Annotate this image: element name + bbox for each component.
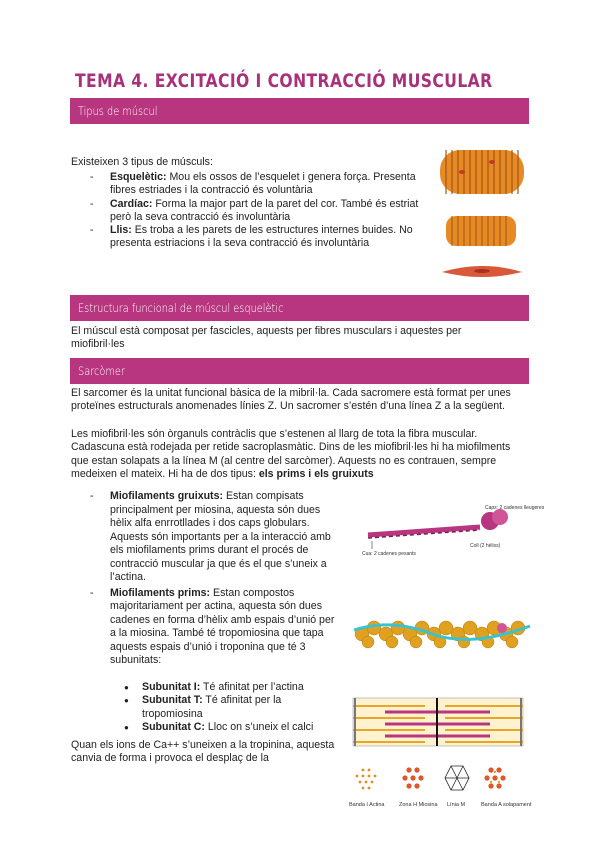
sarcomere-figure [345, 688, 530, 830]
section-header-tipus: Tipus de múscul [70, 98, 529, 124]
cardiac-muscle-illustration [446, 216, 516, 246]
list-item: - Miofilaments gruixuts: Estan compisats principalment per miosina, aquesta són dues hèlix alfa enrrotllades i dos caps globulars. Aquests són importants per a la interacció amb els miofilaments prims durant el procés de contracció muscular ja que és el que s’uneix a l’actina. [90, 490, 340, 585]
label-banda-a: Banda A solapament [481, 802, 532, 808]
myofilaments-list [90, 490, 340, 668]
muscle-types-figure [432, 132, 532, 290]
muscle-types-list [90, 171, 430, 251]
label-banda-i: Banda I Actina [349, 802, 385, 808]
list-item: - Cardíac: Forma la major part de la paret del cor. També és estriat però la seva contracció és involuntària [90, 198, 430, 225]
list-item: ● Subunitat C: Lloc on s’uneix el calci [122, 721, 342, 734]
sarcomere-band [353, 698, 523, 746]
myosin-tail-label: Cua: 2 cadenes pesants [362, 551, 416, 557]
cross-section-myosin [402, 767, 423, 788]
myosin-neck-label: Coll (2 hèlixs) [470, 543, 501, 549]
list-item: ● Subunitat T: Té afinitat per la tropomiosina [122, 694, 342, 721]
sarcomer-paragraph-2: Les miofibril·les són òrganuls contràclis que s’estenen al llarg de tota la fibra muscular. Cadascuna està rodejada per retide sacroplasmàtic. Dins de les miofibril·les hi ha miofilments que estan solapats a la línea M (al centre del sarcòmer). Aquests no es contrauen, sempre medeixen el mateix. Hi ha de dos tipus: els prims i els gruixuts [71, 428, 511, 481]
list-item: - Llis: Es troba a les parets de les estructures internes buides. No presenta estriacions i la seva contracció és involuntària [90, 224, 430, 251]
myosin-heads-label: Caps: 2 cadenes lleugeres [485, 505, 545, 511]
section-header-estructura: Estructura funcional de múscul esquelètic [70, 295, 529, 321]
list-item: - Esquelètic: Mou els ossos de l’esquelet i genera força. Presenta fibres estriades i la contracció és voluntària [90, 171, 430, 198]
subunits-list [122, 681, 342, 734]
actin-figure [352, 600, 532, 662]
cross-section-actin [356, 769, 377, 790]
list-item: - Miofilaments prims: Estan compostos majoritariament per actina, aquesta són dues cadenes en forma d’hèlix amb espais d’unió per a la miosina. També té tropomiosina que tapa aquests espais d’unió i troponina que té 3 subunitats: [90, 587, 340, 668]
page-title: TEMA 4. EXCITACIÓ I CONTRACCIÓ MUSCULAR [75, 70, 493, 92]
cross-section-m-line [445, 766, 469, 790]
myosin-tail [368, 527, 480, 538]
intro-text: Existeixen 3 tipus de músculs: [71, 156, 213, 168]
myosin-figure [360, 505, 545, 565]
label-zona-h: Zona H Miosina [399, 802, 438, 808]
myosin-heads [481, 509, 508, 530]
skeletal-muscle-illustration [440, 150, 524, 194]
smooth-muscle-illustration [442, 266, 522, 277]
label-linia-m: Línia M [447, 802, 466, 808]
estructura-text: El múscul està composat per fascicles, aquests per fibres musculars i aquestes per miofibril·les [71, 325, 462, 351]
section-header-sarcomer: Sarcòmer [70, 358, 529, 384]
list-item: ● Subunitat I: Té afinitat per l’actina [122, 681, 342, 694]
sarcomer-paragraph-1: El sarcomer és la unitat funcional bàsica de la mibril·la. Cada sacromere està format per unes proteïnes estructurals anomenades línies Z. Un sacromer s’estén d’una línea Z a la següent. [71, 387, 511, 413]
troponin-complex [497, 623, 507, 633]
cross-section-overlap [484, 767, 505, 788]
final-paragraph: Quan els ions de Ca++ s’uneixen a la tropinina, aquesta canvia de forma i provoca el desplaç de la [71, 739, 335, 765]
